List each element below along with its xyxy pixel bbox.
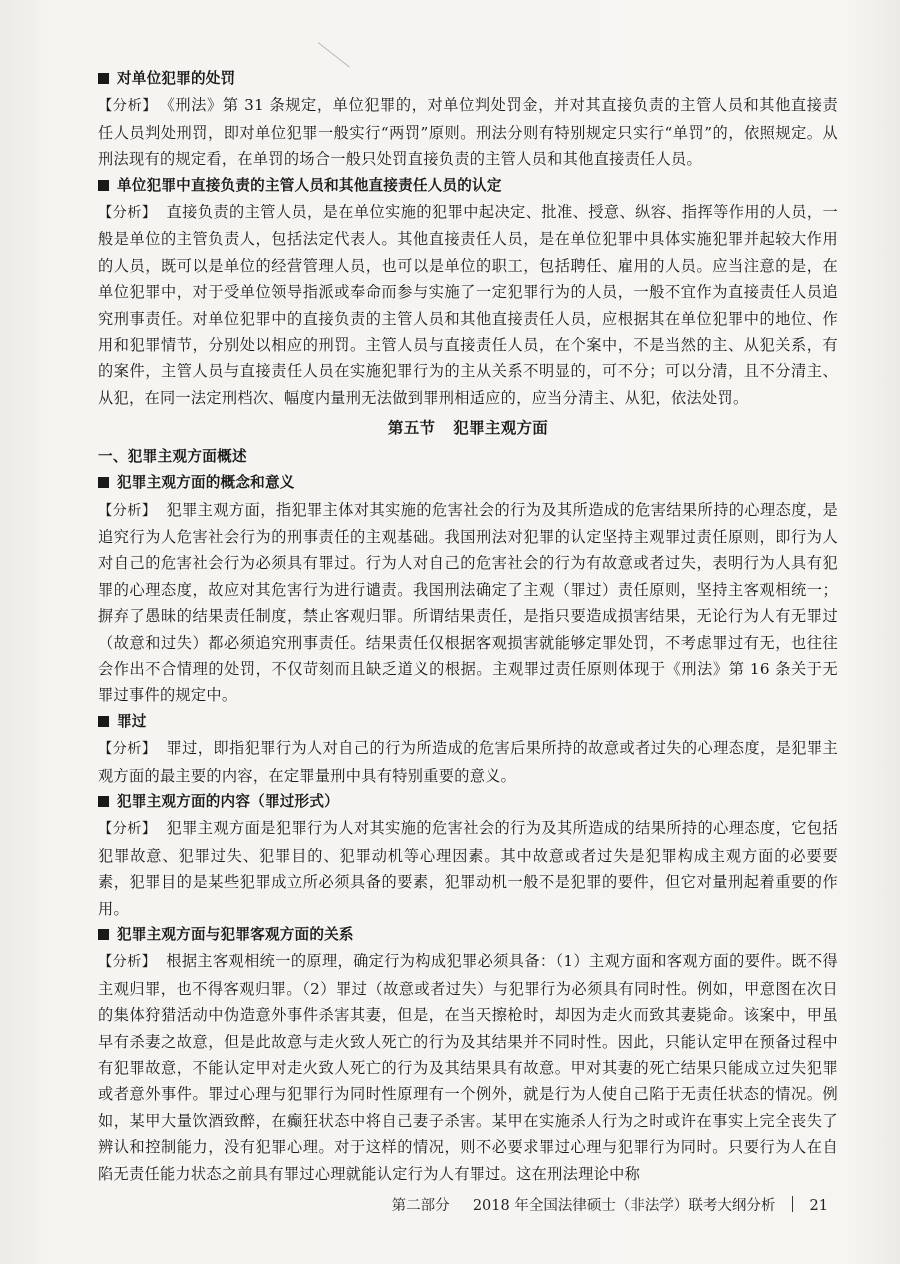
analysis-tag: 【分析】 bbox=[98, 502, 157, 519]
heading-concept-significance: 犯罪主观方面的概念和意义 bbox=[98, 470, 838, 496]
analysis-paragraph: 【分析】 《刑法》第 31 条规定，单位犯罪的，对单位判处罚金，并对其直接负责的主管人员和其他直接责任人员判处刑罚，即对单位犯罪一般实行“两罚”原则。刑法分则有特别规定只实行“单罚”的，依照规定。从刑法现有的规定看，在单罚的场合一般只处罚直接负责的主管人员和其他直接责任人员。 bbox=[98, 96, 838, 169]
square-bullet-icon bbox=[98, 716, 109, 727]
heading-subjective-content: 犯罪主观方面的内容（罪过形式） bbox=[98, 789, 838, 815]
square-bullet-icon bbox=[98, 929, 109, 940]
page-scratch-mark bbox=[318, 42, 350, 67]
analysis-paragraph: 【分析】 根据主客观相统一的原理，确定行为构成犯罪必须具备：（1）主观方面和客观方面的要件。既不得主观归罪，也不得客观归罪。（2）罪过（故意或者过失）与犯罪行为必须具有同时性。例如，甲意图在次日的集体狩猎活动中伪造意外事件杀害其妻，但是，在当天擦枪时，却因为走火而致其妻毙命。该案中，甲虽早有杀妻之故意，但是此故意与走火致人死亡的行为及其结果并不同时性。因此，只能认定甲在预备过程中有犯罪故意，不能认定甲对走火致人死亡的行为及其结果具有故意。甲对其妻的死亡结果只能成立过失犯罪或者意外事件。罪过心理与犯罪行为同时性原理有一个例外，就是行为人使自己陷于无责任状态的情况。例如，某甲大量饮酒致醉，在癫狂状态中将自己妻子杀害。某甲在实施杀人行为之时或许在事实上完全丧失了辨认和控制能力，没有犯罪心理。对于这样的情况，则不必要求罪过心理与犯罪行为同时。只要行为人在自陷无责任能力状态之前具有罪过心理就能认定行为人有罪过。这在刑法理论中称 bbox=[98, 952, 839, 1183]
square-bullet-icon bbox=[98, 180, 109, 191]
analysis-tag: 【分析】 bbox=[98, 98, 158, 115]
footer-book-title: 2018 年全国法律硕士（非法学）联考大纲分析 bbox=[472, 1198, 776, 1214]
section-title: 第五节 犯罪主观方面 bbox=[387, 419, 549, 438]
square-bullet-icon bbox=[98, 796, 109, 807]
heading-culpability: 罪过 bbox=[98, 709, 838, 735]
heading-responsible-persons: 单位犯罪中直接负责的主管人员和其他直接责任人员的认定 bbox=[98, 173, 838, 199]
subsection-title: 一、犯罪主观方面概述 bbox=[98, 447, 247, 465]
analysis-paragraph: 【分析】 罪过，即指犯罪行为人对自己的行为所造成的危害后果所持的故意或者过失的心理态度，是犯罪主观方面的最主要的内容，在定罪量刑中具有特别重要的意义。 bbox=[98, 739, 838, 785]
analysis-tag: 【分析】 bbox=[98, 954, 157, 971]
analysis-tag: 【分析】 bbox=[98, 741, 157, 758]
page-footer bbox=[392, 1194, 828, 1215]
analysis-paragraph: 【分析】 犯罪主观方面，指犯罪主体对其实施的危害社会的行为及其所造成的危害结果所持的心理态度，是追究行为人危害社会行为的刑事责任的主观基础。我国刑法对犯罪的认定坚持主观罪过责任原则，即行为人对自己的危害社会行为必须具有罪过。行为人对自己的危害社会的行为有故意或者过失，表明行为人具有犯罪的心理态度，故应对其危害行为进行谴责。我国刑法确定了主观（罪过）责任原则，坚持主客观相统一；摒弃了愚昧的结果责任制度，禁止客观归罪。所谓结果责任，是指只要造成损害结果，无论行为人有无罪过（故意和过失）都必须追究刑事责任。结果责任仅根据客观损害就能够定罪处罚，不考虑罪过有无，也往往会作出不合情理的处罚，不仅苛刻而且缺乏道义的根据。主观罪过责任原则体现于《刑法》第 16 条关于无罪过事件的规定中。 bbox=[98, 500, 838, 705]
footer-part: 第二部分 bbox=[391, 1198, 450, 1214]
page-content bbox=[98, 66, 838, 1187]
page-number: 21 bbox=[809, 1198, 828, 1214]
analysis-paragraph: 【分析】 直接负责的主管人员，是在单位实施的犯罪中起决定、批准、授意、纵容、指挥等作用的人员，一般是单位的主管负责人，包括法定代表人。其他直接责任人员，是在单位犯罪中具体实施犯罪并起较大作用的人员，既可以是单位的经营管理人员，也可以是单位的职工，包括聘任、雇用的人员。应当注意的是，在单位犯罪中，对于受单位领导指派或奉命而参与实施了一定犯罪行为的人员，一般不宜作为直接责任人员追究刑事责任。对单位犯罪中的直接负责的主管人员和其他直接责任人员，应根据其在单位犯罪中的地位、作用和犯罪情节，分别处以相应的刑罚。主管人员与直接责任人员，在个案中，不是当然的主、从犯关系，有的案件，主管人员与直接责任人员在实施犯罪行为的主从关系不明显的，可不分；可以分清，且不分清主、从犯，在同一法定刑档次、幅度内量刑无法做到罪刑相适应的，应当分清主、从犯，依法处罚。 bbox=[98, 203, 838, 407]
footer-divider bbox=[792, 1196, 793, 1212]
analysis-tag: 【分析】 bbox=[98, 205, 157, 222]
square-bullet-icon bbox=[98, 73, 109, 84]
heading-unit-crime-penalty: 对单位犯罪的处罚 bbox=[98, 66, 838, 92]
analysis-tag: 【分析】 bbox=[98, 821, 157, 838]
analysis-paragraph: 【分析】 犯罪主观方面是犯罪行为人对其实施的危害社会的行为及其所造成的结果所持的心理态度，它包括犯罪故意、犯罪过失、犯罪目的、犯罪动机等心理因素。其中故意或者过失是犯罪构成主观方面的必要要素，犯罪目的是某些犯罪成立所必须具备的要素，犯罪动机一般不是犯罪的要件，但它对量刑起着重要的作用。 bbox=[98, 819, 838, 918]
square-bullet-icon bbox=[98, 477, 109, 488]
heading-subjective-objective-relation: 犯罪主观方面与犯罪客观方面的关系 bbox=[98, 922, 838, 948]
